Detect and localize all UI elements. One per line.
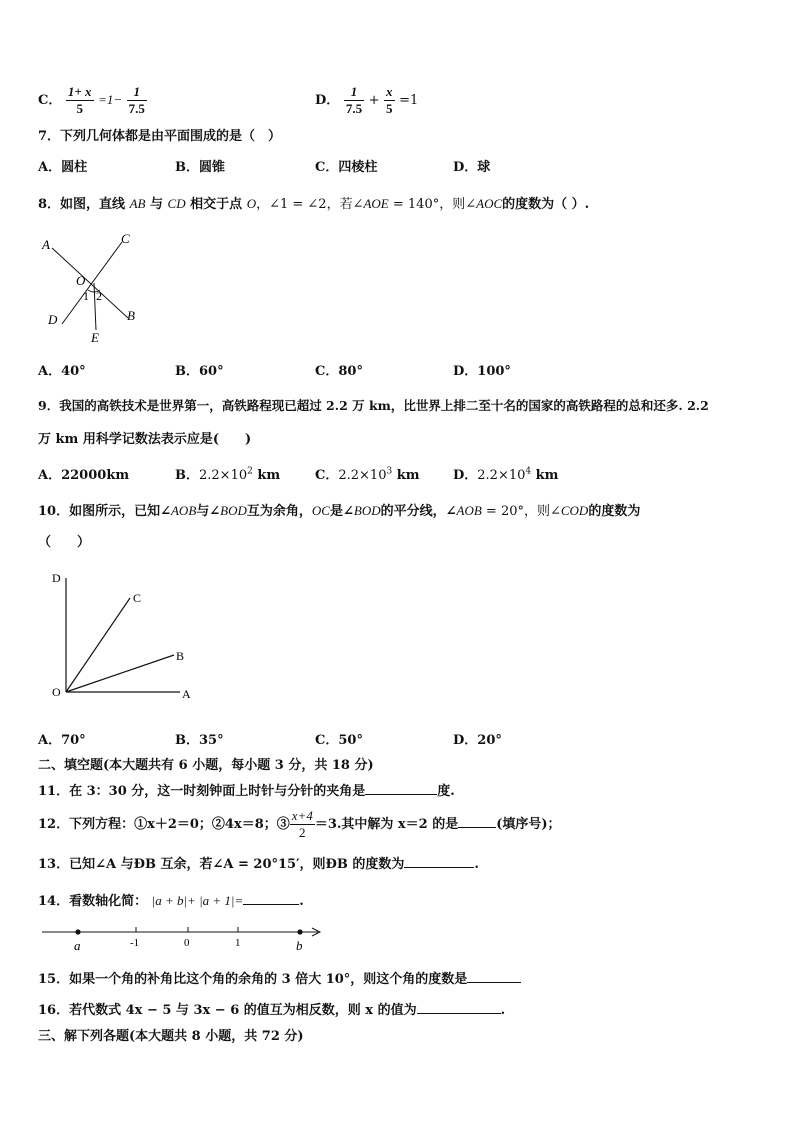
label-b: B [127,308,135,323]
label-c: C [121,231,130,246]
label-a: A [42,237,50,252]
section-3-heading: 三、解下列各题(本大题共 8 小题，共 72 分) [38,1029,304,1044]
q11-answer-blank[interactable] [365,782,437,795]
q10-option-b: B．35° [175,733,224,748]
q8-option-b: B．60° [175,364,224,379]
q9-option-b: B．$2.2\times 10^2$ km [175,466,281,483]
q8-figure [38,228,148,346]
label-a: A [182,687,191,701]
line-ab [52,248,128,318]
section-2-heading: 二、填空题(本大题共有 6 小题，每小题 3 分，共 18 分) [38,758,374,773]
label-m1: -1 [130,937,140,949]
q8-option-a: A．40° [38,364,86,379]
q10-stem: 10．如图所示，已知∠AOB与∠BOD互为余角，OC是∠BOD的平分线，∠AOB = 20°，则∠COD的度数为 [38,503,641,519]
label-2: 2 [96,289,102,303]
label-o: O [52,685,61,699]
q7-stem: 7．下列几何体都是由平面围成的是（ ） [38,129,282,144]
q14-answer-blank[interactable] [243,892,299,905]
q9-option-c: C．$2.2\times 10^3$ km [315,466,420,483]
q10-figure [38,568,208,708]
q11-stem: 11．在 3：30 分，这一时刻钟面上时针与分针的夹角是 度. [38,784,455,799]
q12-stem: 12．下列方程：①x＋2＝0；②4x＝8；③ $\frac{x+4}{2}$ ＝3.其中解为 x＝2 的是 (填序号)； [38,808,561,840]
ray-oc [66,598,130,692]
q7-option-b: B．圆锥 [175,160,225,175]
line-cd [62,242,122,324]
q7-option-d: D．球 [453,160,491,175]
q13-answer-blank[interactable] [404,855,474,868]
label-1: 1 [83,289,89,303]
label-b: B [176,649,185,663]
point-a [75,929,80,934]
q15-stem: 15．如果一个角的补角比这个角的余角的 3 倍大 10°，则这个角的度数是 [38,968,521,987]
q8-stem: 8．如图，直线 AB 与 CD 相交于点 O，∠1 = ∠2，若∠AOE = 140°，则∠AOC的度数为（ ）. [38,196,590,212]
q9-stem-line2: 万 km 用科学记数法表示应是( ) [38,432,252,447]
q7-option-c: C．四棱柱 [315,160,378,175]
q14-stem: 14．看数轴化简： |a + b|+ |a + 1|= . [38,893,304,909]
label-d: D [48,312,58,327]
label-1: 1 [235,937,241,949]
label-e: E [91,330,99,345]
label-o: O [76,273,86,288]
q13-stem: 13．已知∠A 与ÐB 互余，若∠A = 20°15′，则ÐB 的度数为 . [38,857,479,872]
q15-answer-blank[interactable] [467,970,521,983]
q16-answer-blank[interactable] [417,1001,501,1014]
q7-option-a: A．圆柱 [38,160,88,175]
label-d: D [52,571,61,585]
q8-option-c: C．80° [315,364,363,379]
label-c: C [133,591,142,605]
q16-stem: 16．若代数式 4x − 5 与 3x − 6 的值互为相反数，则 x 的值为 . [38,1003,506,1018]
q10-option-a: A．70° [38,733,86,748]
q10-option-d: D．20° [453,733,502,748]
q10-option-c: C．50° [315,733,363,748]
q14-expression: |a + b|+ |a + 1|= [151,893,244,908]
q12-answer-blank[interactable] [458,815,496,828]
q9-option-a: A．22000km [38,468,130,483]
point-b [297,929,302,934]
q9-option-d: D．$2.2\times 10^4$ km [453,466,559,483]
q8-option-d: D．100° [453,364,511,379]
label-0: 0 [184,937,190,949]
label-a: a [74,938,81,953]
q14-number-line [38,922,328,956]
q9-stem-line1: 9．我国的高铁技术是世界第一，高铁路程现已超过 2.2 万 km，比世界上排二至十名的国家的高铁路程的总和还多. 2.2 [38,398,709,413]
q6-option-c: C． $\frac{1+ x}{5}$ =1− $\frac{1}{7.5}$ [38,84,145,116]
q6-option-d: D． $\frac{1}{7.5}$ + $\frac{x}{5}$ =1 [315,84,419,116]
ray-ob [66,655,174,692]
label-b: b [296,938,303,953]
q10-stem-line2: （ ） [38,535,91,550]
